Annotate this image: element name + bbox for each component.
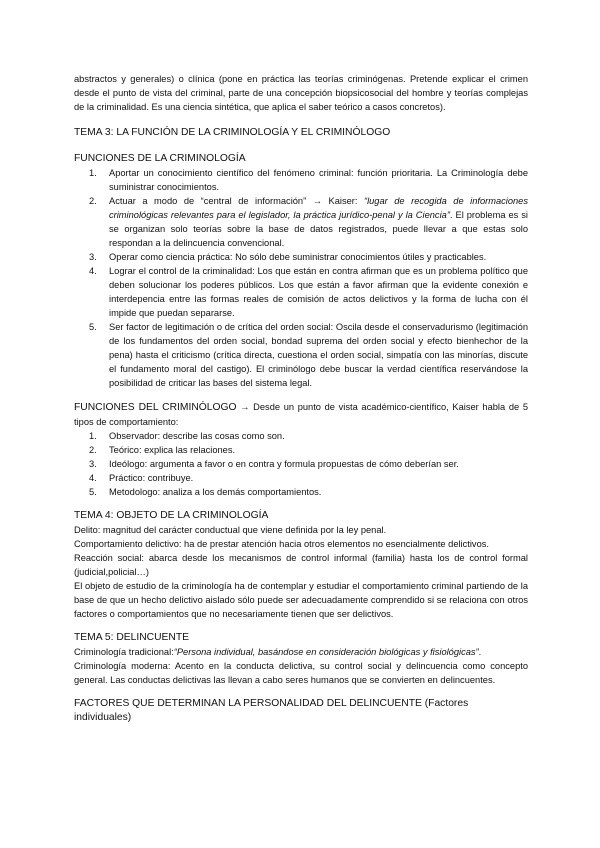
list-item: 4. Práctico: contribuye. [89, 473, 194, 483]
list-item: 3. Ideólogo: argumenta a favor o en contra y formula propuestas de cómo deberían ser. [89, 459, 459, 469]
reaccion-paragraph: Reacción social: abarca desde los mecanismos de control informal (familia) hasta los de control formal (judicial,policial…) [74, 553, 528, 577]
tradicional-paragraph: Criminología tradicional:“Persona individual, basándose en consideración biológicas y fisiológicas”. [74, 647, 482, 657]
funciones-list [74, 166, 528, 390]
list-item: 4. Lograr el control de la criminalidad: Los que están en contra afirman que es un problema político que deben solucionar los poderes públicos. Los que están a favor afirman que la evidente conexión e interdepencia entre las formas reales de comisión de actos delictivos y la forma de lucha con él impide que puedan separarse. [89, 266, 528, 318]
list-item: 5. Ser factor de legitimación o de crítica del orden social: Oscila desde el conservadurismo (legitimación de los fundamentos del orden social, bondad suprema del orden social y efecto bienhechor de la pena) hasta el criticismo (crítica directa, cuestiona el orden social, simpatía con las minorías, discute el fundamento moral del castigo). El criminólogo debe buscar la verdad científica reservándose la posibilidad de criticar las bases del sistema legal. [89, 322, 528, 388]
factores-heading: FACTORES QUE DETERMINAN LA PERSONALIDAD DEL DELINCUENTE (Factores individuales) [74, 698, 469, 723]
list-item: 5. Metodologo: analiza a los demás comportamientos. [89, 487, 322, 497]
tema4-heading: TEMA 4: OBJETO DE LA CRIMINOLOGÍA [74, 510, 269, 521]
list-item: 3. Operar como ciencia práctica: No sólo debe suministrar conocimientos útiles y practicables. [89, 252, 487, 262]
comportamiento-paragraph: Comportamiento delictivo: ha de prestar atención hacia otros elementos no esencialmente delictivos. [74, 539, 489, 549]
funciones-criminologia-heading: FUNCIONES DE LA CRIMINOLOGÍA [74, 153, 246, 164]
list-item: 2. Actuar a modo de “central de información” → Kaiser: “lugar de recogida de informaciones criminológicas relevantes para el legislador, la práctica jurídico-penal y la Ciencia”. El problema es si se organizan solo teorías sobre la base de datos registrados, puede llevar a que estas solo respondan a la delincuencia convencional. [89, 196, 528, 248]
objeto-paragraph: El objeto de estudio de la criminología ha de contemplar y estudiar el comportamiento criminal partiendo de la base de que un hecho delictivo aislado sólo puede ser adecuadamente comprendido si se relaciona con otros factores o comportamientos que no necesariamente tienen que ser delictivos. [74, 581, 528, 619]
list-item: 2. Teórico: explica las relaciones. [89, 445, 236, 455]
intro-paragraph: abstractos y generales) o clínica (pone en práctica las teorías criminógenas. Pretende explicar el crimen desde el punto de vista del criminal, parte de una concepción biopsicosocial del hombre y teorías complejas de la criminalidad. Es una ciencia sintética, que aplica el saber teórico a casos concretos). [74, 74, 528, 112]
delito-paragraph: Delito: magnitud del carácter conductual que viene definida por la ley penal. [74, 525, 387, 535]
document-page [74, 72, 528, 725]
comportamientos-list [74, 429, 528, 499]
tema5-heading: TEMA 5: DELINCUENTE [74, 632, 190, 643]
list-item: 1. Observador: describe las cosas como son. [89, 431, 285, 441]
funciones-criminologo-heading: FUNCIONES DEL CRIMINÓLOGO [74, 402, 237, 413]
tema3-heading: TEMA 3: LA FUNCIÓN DE LA CRIMINOLOGÍA Y EL CRIMINÓLOGO [74, 127, 391, 138]
funciones-criminologo-paragraph: FUNCIONES DEL CRIMINÓLOGO → Desde un punto de vista académico-científico, Kaiser habla de 5 tipos de comportamiento: [74, 402, 528, 427]
list-item: 1. Aportar un conocimiento científico del fenómeno criminal: función prioritaria. La Criminología debe suministrar conocimientos. [89, 168, 528, 192]
kaiser-quote: “lugar de recogida de informaciones criminológicas relevantes para el legislador, la práctica jurídico-penal y la Ciencia” [109, 196, 528, 220]
moderna-paragraph: Criminología moderna: Acento en la conducta delictiva, su control social y delincuencia como concepto general. Las conductas delictivas las llevan a cabo seres humanos que se convierten en delincuentes. [74, 661, 528, 685]
